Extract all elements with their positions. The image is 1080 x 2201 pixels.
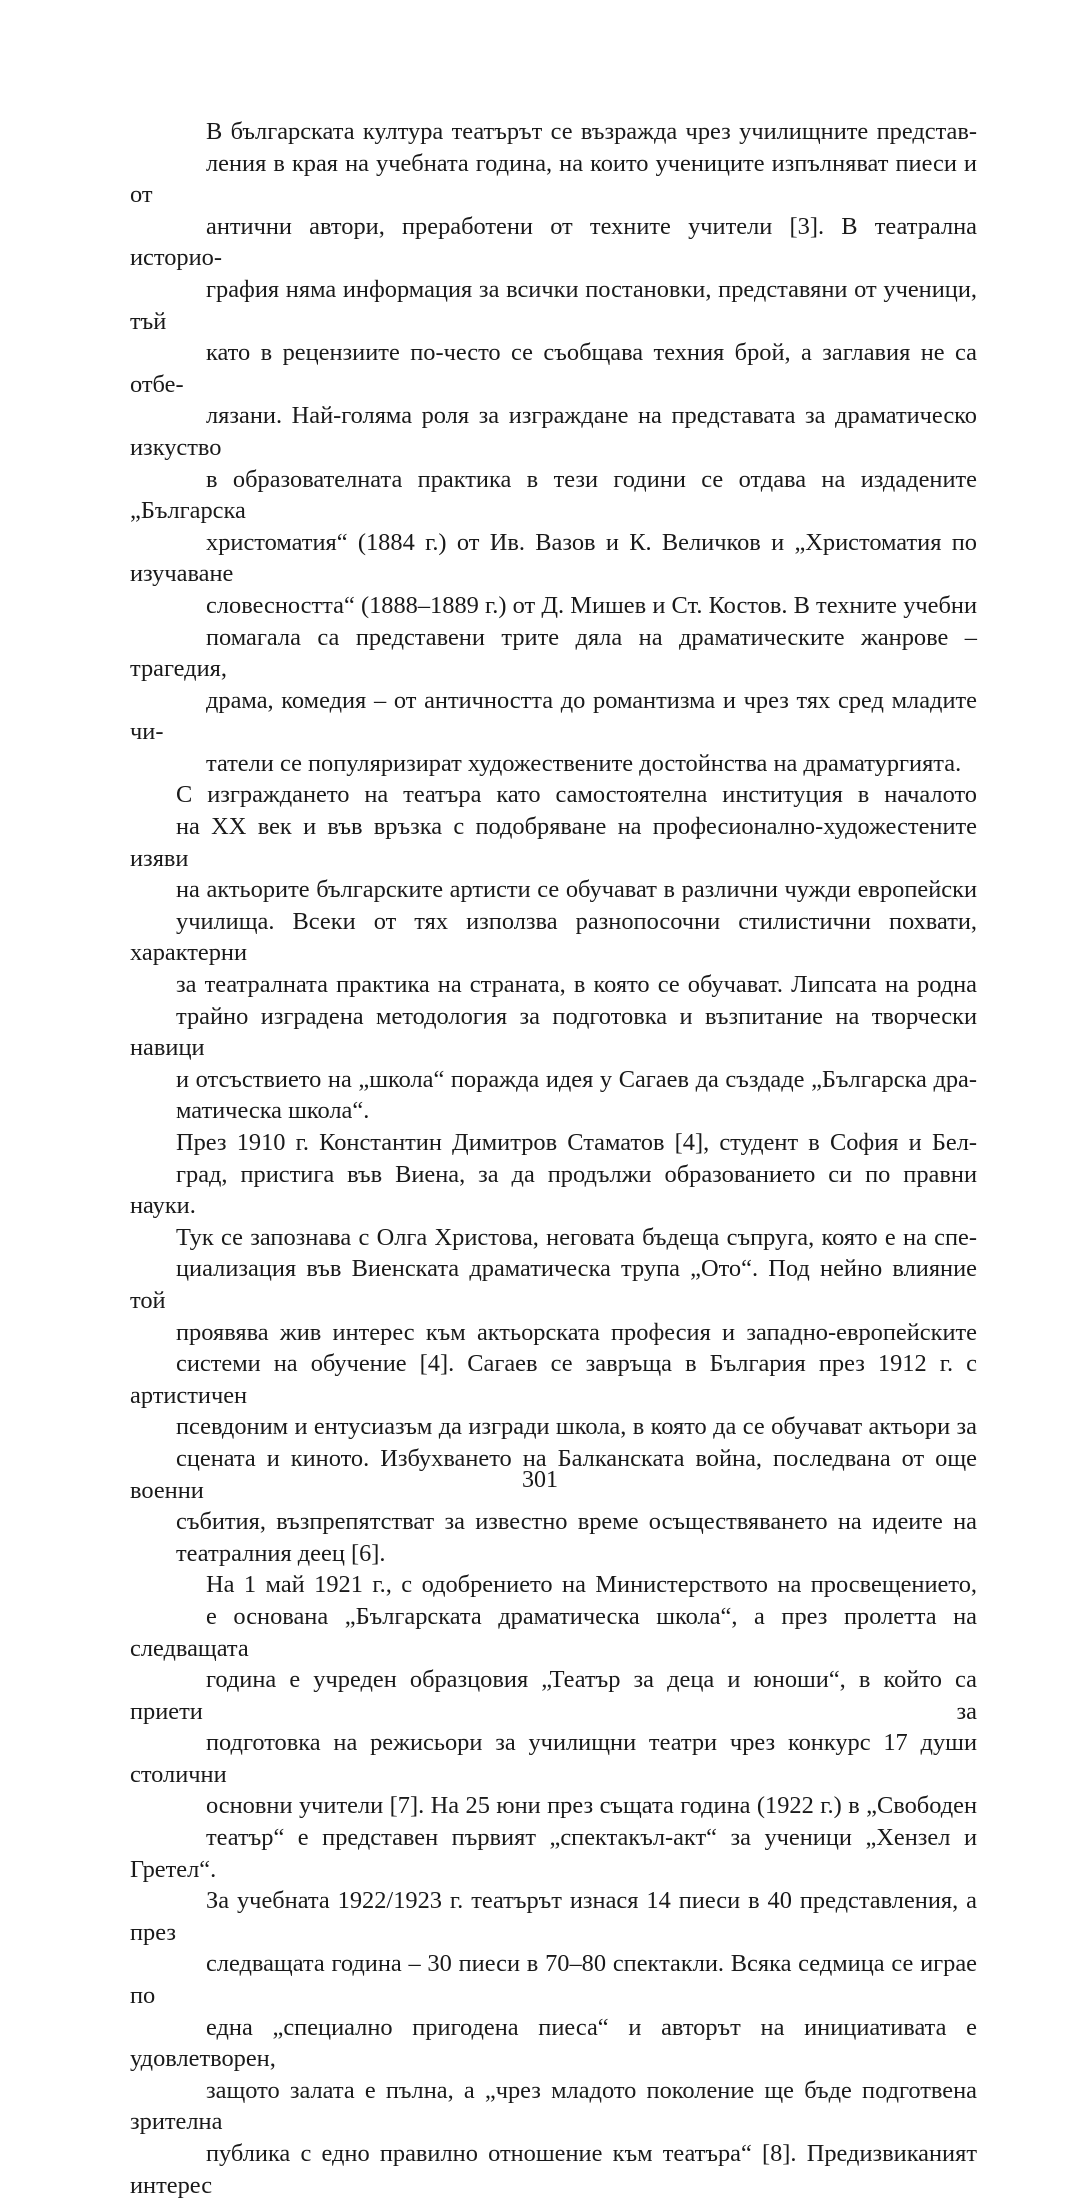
text-line: лязани. Най-голяма роля за изграждане на представата за драматическо изкуство (130, 402, 977, 461)
text-line: година е учреден образцовия „Театър за деца и юноши“, в който са приети за (130, 1666, 977, 1725)
text-line: циализация във Виенската драматическа трупа „Ото“. Под нейно влияние той (130, 1255, 977, 1314)
text-line: В българската култура театърът се възражда чрез училищните представ- (206, 118, 977, 145)
text-line: За учебната 1922/1923 г. театърът изнася 14 пиеси в 40 представления, а през (130, 1887, 977, 1946)
text-line: на актьорите българските артисти се обучават в различни чужди европейски (176, 876, 977, 904)
text-line: На 1 май 1921 г., с одобрението на Министерството на просвещението, (206, 1571, 977, 1599)
text-line: театралния деец [6]. (176, 1539, 386, 1567)
text-line: публика с едно правилно отношение към театъра“ [8]. Предизвиканият интерес (130, 2140, 977, 2199)
text-line: системи на обучение [4]. Сагаев се завръща в България през 1912 г. с артистичен (130, 1350, 977, 1409)
paragraph-3 (130, 1127, 977, 1569)
body-text (130, 116, 977, 2201)
text-line: С изграждането на театъра като самостоятелна институция в началото (176, 781, 977, 809)
text-line: помагала са представени трите дяла на драматическите жанрове – трагедия, (130, 623, 977, 683)
text-line: град, пристига във Виена, за да продължи образованието си по правни науки. (130, 1160, 977, 1220)
text-line: като в рецензиите по-често се съобщава техния брой, а заглавия не са отбе- (130, 339, 977, 398)
text-line: е основана „Българската драматическа школа“, а през пролетта на следващата (130, 1602, 977, 1662)
text-line: проявява жив интерес към актьорската професия и западно-европейските (176, 1318, 977, 1346)
text-line: През 1910 г. Константин Димитров Стаматов [4], студент в София и Бел- (176, 1129, 977, 1156)
text-line: защото залата е пълна, а „чрез младото поколение ще бъде подготвена зрителна (130, 2076, 977, 2136)
text-line: събития, възпрепятстват за известно време осъществяването на идеите на (176, 1508, 977, 1536)
text-line: матическа школа“. (176, 1097, 370, 1125)
text-line: антични автори, преработени от техните учители [3]. В театрална историо- (130, 212, 977, 272)
text-line: една „специално пригодена пиеса“ и авторът на инициативата е удовлетворен, (130, 2013, 977, 2073)
text-line: и отсъствието на „школа“ поражда идея у Сагаев да създаде „Българска дра- (176, 1065, 977, 1093)
paragraph-4 (130, 1569, 977, 2201)
text-line: следващата година – 30 пиеси в 70–80 спектакли. Всяка седмица се играе по (130, 1950, 977, 2010)
page-number: 301 (522, 1467, 558, 1493)
text-line: театър“ е представен първият „спектакъл-акт“ за ученици „Хензел и Гретел“. (130, 1824, 977, 1883)
paragraph-1 (130, 116, 977, 779)
text-line: христоматия“ (1884 г.) от Ив. Вазов и К. Величков и „Христоматия по изучаване (130, 528, 977, 588)
text-line: словесността“ (1888–1889 г.) от Д. Мишев и Ст. Костов. В техните учебни (206, 591, 977, 619)
paragraph-2 (130, 779, 977, 1127)
text-line: ления в края на учебната година, на които учениците изпълняват пиеси и от (130, 149, 977, 209)
text-line: в образователната практика в тези години се отдава на издадените „Българска (130, 465, 977, 525)
text-line: псевдоним и ентусиазъм да изгради школа, в която да се обучават актьори за (176, 1413, 977, 1441)
text-line: училища. Всеки от тях използва разнопосочни стилистични похвати, характерни (130, 907, 977, 967)
text-line: подготовка на режисьори за училищни театри чрез конкурс 17 души столични (130, 1729, 977, 1788)
text-line: драма, комедия – от античността до романтизма и чрез тях сред младите чи- (130, 686, 977, 746)
text-line: сцената и киното. Избухването на Балканската война, последвана от още военни (130, 1444, 977, 1504)
text-line: Тук се запознава с Олга Христова, неговата бъдеща съпруга, която е на спе- (176, 1223, 977, 1251)
text-line: графия няма информация за всички постановки, представяни от ученици, тъй (130, 275, 977, 335)
text-line: за театралната практика на страната, в която се обучават. Липсата на родна (176, 971, 977, 999)
text-line: основни учители [7]. На 25 юни през същата година (1922 г.) в „Свободен (206, 1792, 977, 1820)
text-line: татели се популяризират художествените достойнства на драматургията. (206, 749, 962, 777)
text-line: на XX век и във връзка с подобряване на професионално-художестените изяви (130, 813, 977, 872)
text-line: трайно изградена методология за подготовка и възпитание на творчески навици (130, 1002, 977, 1062)
